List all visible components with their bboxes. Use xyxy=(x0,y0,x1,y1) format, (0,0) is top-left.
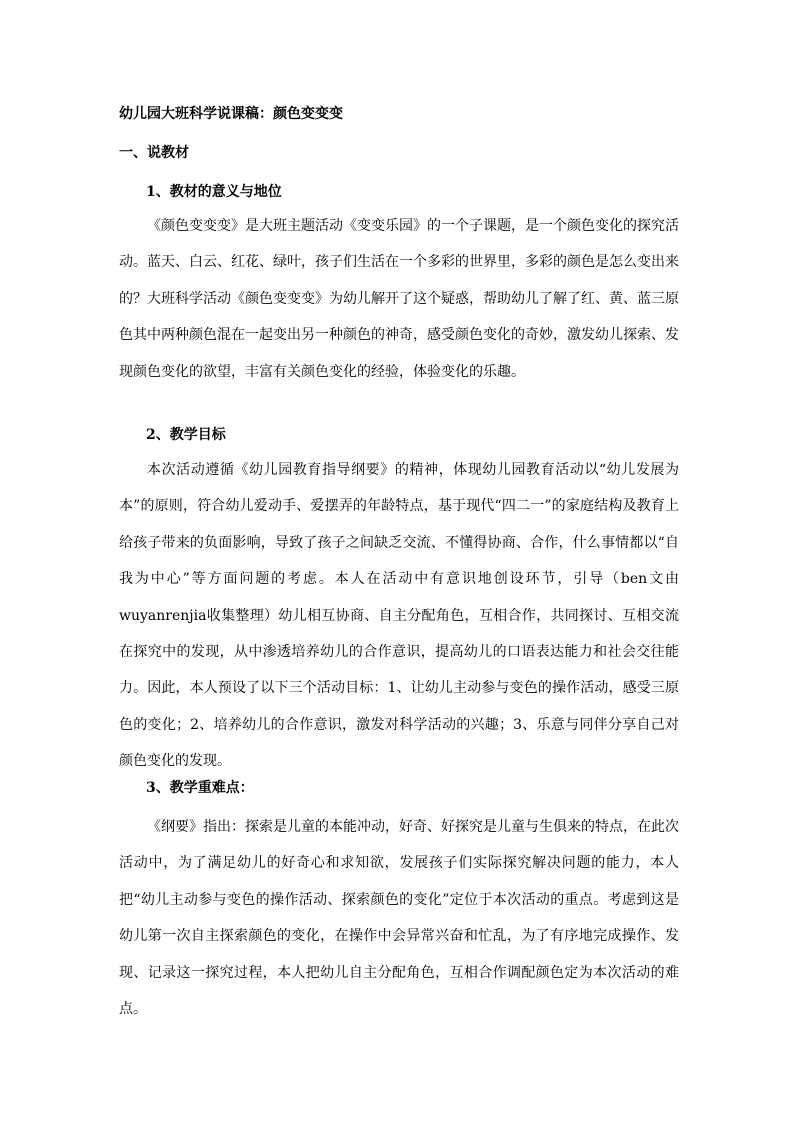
paragraph-key-points: 《纲要》指出：探索是儿童的本能冲动，好奇、好探究是儿童与生俱来的特点，在此次活动中，为了满足幼儿的好奇心和求知欲，发展孩子们实际探究解决问题的能力，本人把“幼儿主动参与变色的操作活动、探索颜色的变化”定位于本次活动的重点。考虑到这是幼儿第一次自主探索颜色的变化，在操作中会异常兴奋和忙乱，为了有序地完成操作、发现、记录这一探究过程，本人把幼儿自主分配角色，互相合作调配颜色定为本次活动的难点。 xyxy=(119,819,679,1018)
subsection-heading-key-points: 3、教学重难点： xyxy=(146,780,254,796)
paragraph-significance: 《颜色变变变》是大班主题活动《变变乐园》的一个子课题，是一个颜色变化的探究活动。蓝天、白云、红花、绿叶，孩子们生活在一个多彩的世界里，多彩的颜色是怎么变出来的？大班科学活动《颜色变变变》为幼儿解开了这个疑惑，帮助幼儿了解了红、黄、蓝三原色其中两种颜色混在一起变出另一种颜色的神奇，感受颜色变化的奇妙，激发幼儿探索、发现颜色变化的欲望，丰富有关颜色变化的经验，体验变化的乐趣。 xyxy=(119,218,679,380)
subsection-heading-teaching-goals: 2、教学目标 xyxy=(146,427,226,443)
paragraph-teaching-goals: 本次活动遵循《幼儿园教育指导纲要》的精神，体现幼儿园教育活动以“幼儿发展为本”的原则，符合幼儿爱动手、爱摆弄的年龄特点，基于现代“四二一”的家庭结构及教育上给孩子带来的负面影响，导致了孩子之间缺乏交流、不懂得协商、合作，什么事情都以“自我为中心”等方面问题的考虑。本人在活动中有意识地创设环节，引导（ben文由 wuyanrenjia收集整理）幼儿相互协商、自主分配角色，互相合作，共同探讨、互相交流在探究中的发现，从中渗透培养幼儿的合作意识，提高幼儿的口语表达能力和社会交往能力。因此，本人预设了以下三个活动目标：1、让幼儿主动参与变色的操作活动，感受三原色的变化；2、培养幼儿的合作意识，激发对科学活动的兴趣；3、乐意与同伴分享自己对颜色变化的发现。 xyxy=(119,462,679,770)
section-heading-teaching-material: 一、说教材 xyxy=(119,145,189,161)
document-title: 幼儿园大班科学说课稿：颜色变变变 xyxy=(119,106,343,122)
subsection-heading-significance: 1、教材的意义与地位 xyxy=(146,184,282,200)
